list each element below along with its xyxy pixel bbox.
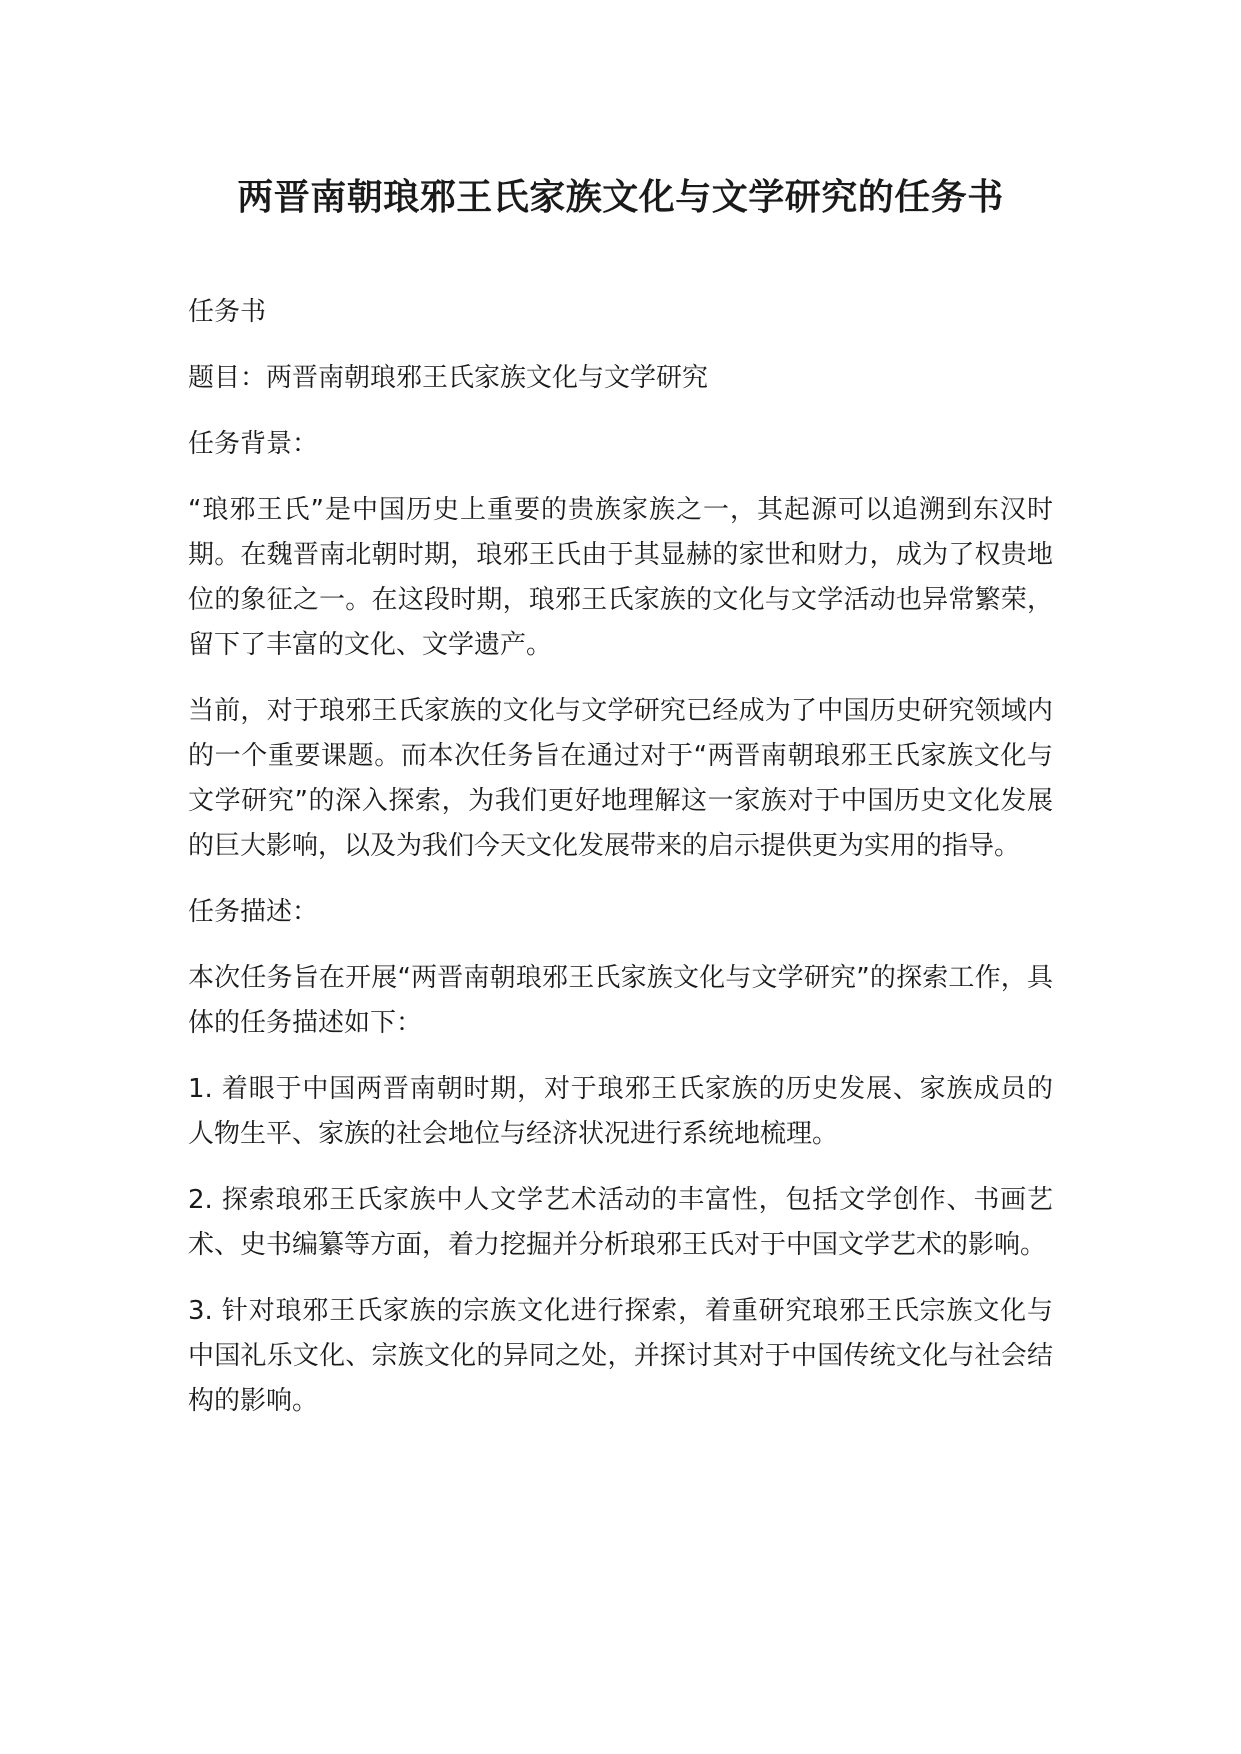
list-item-2: 2. 探索琅邪王氏家族中人文学艺术活动的丰富性，包括文学创作、书画艺术、史书编纂等方面，着力挖掘并分析琅邪王氏对于中国文学艺术的影响。 [188,1185,1053,1260]
list-item-3: 3. 针对琅邪王氏家族的宗族文化进行探索，着重研究琅邪王氏宗族文化与中国礼乐文化、宗族文化的异同之处，并探讨其对于中国传统文化与社会结构的影响。 [188,1296,1053,1416]
list-item-1: 1. 着眼于中国两晋南朝时期，对于琅邪王氏家族的历史发展、家族成员的人物生平、家族的社会地位与经济状况进行系统地梳理。 [188,1074,1053,1149]
paragraph-description-heading: 任务描述： [188,897,319,927]
paragraph-topic: 题目：两晋南朝琅邪王氏家族文化与文学研究 [188,363,709,393]
paragraph-background-2: 当前，对于琅邪王氏家族的文化与文学研究已经成为了中国历史研究领域内的一个重要课题。而本次任务旨在通过对于“两晋南朝琅邪王氏家族文化与文学研究”的深入探索，为我们更好地理解这一家族对于中国历史文化发展的巨大影响，以及为我们今天文化发展带来的启示提供更为实用的指导。 [188,696,1053,861]
paragraph-heading: 任务书 [188,297,267,327]
paragraph-description-intro: 本次任务旨在开展“两晋南朝琅邪王氏家族文化与文学研究”的探索工作，具体的任务描述如下： [188,963,1053,1038]
document-body [188,290,1053,1424]
document-title: 两晋南朝琅邪王氏家族文化与文学研究的任务书 [237,177,1004,218]
paragraph-background-heading: 任务背景： [188,429,319,459]
paragraph-background-1: “琅邪王氏”是中国历史上重要的贵族家族之一，其起源可以追溯到东汉时期。在魏晋南北朝时期，琅邪王氏由于其显赫的家世和财力，成为了权贵地位的象征之一。在这段时期，琅邪王氏家族的文化与文学活动也异常繁荣，留下了丰富的文化、文学遗产。 [188,495,1053,660]
